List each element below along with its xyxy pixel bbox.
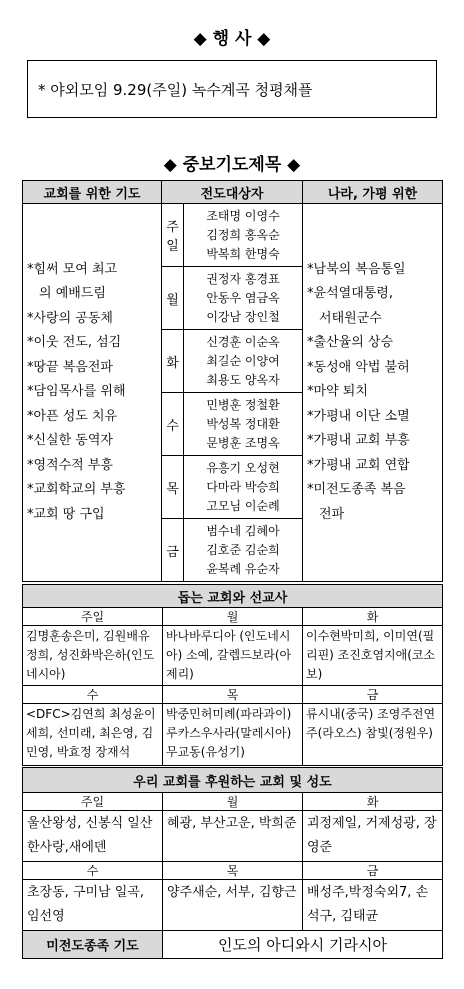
col-header-targets: 전도대상자 bbox=[162, 181, 303, 204]
church-item: *담임목사를 위해 bbox=[27, 384, 126, 400]
day-label: 금 bbox=[303, 862, 443, 880]
day-label: 화 bbox=[303, 608, 443, 626]
target-day: 금 bbox=[162, 519, 184, 582]
target-day: 주일 bbox=[162, 204, 184, 267]
nation-item: *동성애 악법 불허 bbox=[307, 359, 410, 375]
nation-item: *가평내 이단 소멸 bbox=[307, 408, 410, 424]
target-name-line: 김호준 김순희 bbox=[206, 542, 280, 557]
target-name-line: 박성복 정대환 bbox=[206, 416, 280, 431]
target-name-line: 유흥기 오성현 bbox=[206, 460, 280, 475]
missions-table bbox=[22, 584, 443, 766]
target-name-line: 최길순 이양여 bbox=[206, 353, 280, 368]
supporter-cell: 배성주,박정숙외7, 손석구, 김태균 bbox=[303, 880, 443, 931]
target-name-line: 범수네 김혜아 bbox=[206, 523, 280, 538]
target-day: 목 bbox=[162, 456, 184, 519]
target-names bbox=[184, 330, 303, 393]
nation-item: *윤석열대통령, bbox=[307, 286, 393, 302]
church-item: *힘써 모여 최고 bbox=[27, 261, 118, 277]
supporters-title: 우리 교회를 후원하는 교회 및 성도 bbox=[23, 768, 443, 793]
day-label: 목 bbox=[163, 862, 303, 880]
target-name-line: 안동우 염금옥 bbox=[206, 290, 280, 305]
nation-item: *가평내 교회 부흥 bbox=[307, 433, 410, 449]
unreached-value: 인도의 아디와시 기라시아 bbox=[163, 931, 443, 959]
target-name-line: 박복희 한명숙 bbox=[206, 246, 280, 261]
church-item: 의 예배드림 bbox=[39, 286, 106, 302]
nation-item: *미전도종족 복음 bbox=[307, 482, 406, 498]
church-item: *영적수적 부흥 bbox=[27, 457, 113, 473]
day-label: 주일 bbox=[23, 608, 163, 626]
day-label: 수 bbox=[23, 686, 163, 704]
target-name-line: 다마라 박승희 bbox=[206, 479, 280, 494]
event-item: * 야외모임 9.29(주일) 녹수계곡 청평채플 bbox=[38, 80, 313, 99]
target-name-line: 이강남 장인철 bbox=[206, 309, 280, 324]
supporter-cell: 양주새순, 서부, 김향근 bbox=[163, 880, 303, 931]
day-label: 수 bbox=[23, 862, 163, 880]
events-title: ◆ 행 사 ◆ bbox=[193, 29, 271, 49]
unreached-label: 미전도종족 기도 bbox=[23, 931, 163, 959]
day-label: 월 bbox=[163, 793, 303, 811]
target-name-line: 조태명 이영수 bbox=[206, 208, 280, 223]
target-name-line: 김정희 홍옥순 bbox=[206, 227, 280, 242]
target-name-line: 권정자 홍경표 bbox=[206, 271, 280, 286]
missions-title: 돕는 교회와 선교사 bbox=[23, 585, 443, 608]
target-name-line: 신경훈 이순옥 bbox=[206, 334, 280, 349]
prayer-table bbox=[22, 180, 443, 582]
target-day: 월 bbox=[162, 267, 184, 330]
nation-prayer-list bbox=[303, 204, 443, 582]
target-day: 수 bbox=[162, 393, 184, 456]
target-names bbox=[184, 393, 303, 456]
target-names bbox=[184, 519, 303, 582]
target-name-line: 민병훈 정철환 bbox=[206, 397, 280, 412]
mission-cell: 박중민허미례(파라과이) 루카스우사라(말레시아) 무교동(유성기) bbox=[163, 704, 303, 766]
church-item: *교회 땅 구입 bbox=[27, 506, 105, 522]
church-item: *신실한 동역자 bbox=[27, 433, 113, 449]
target-names bbox=[184, 456, 303, 519]
supporter-cell: 울산왕성, 신봉식 일산한사랑,새에덴 bbox=[23, 811, 163, 862]
target-name-line: 최용도 양옥자 bbox=[206, 372, 280, 387]
day-label: 금 bbox=[303, 686, 443, 704]
mission-cell: 김명훈송은미, 김원배유정희, 성진화박은하(인도네시아) bbox=[23, 626, 163, 686]
supporter-cell: 초장동, 구미남 일곡, 임선영 bbox=[23, 880, 163, 931]
supporter-cell: 혜광, 부산고운, 박희준 bbox=[163, 811, 303, 862]
church-item: *땅끝 복음전파 bbox=[27, 359, 113, 375]
col-header-church: 교회를 위한 기도 bbox=[23, 181, 162, 204]
church-item: *교회학교의 부흥 bbox=[27, 482, 126, 498]
prayer-title: ◆ 중보기도제목 ◆ bbox=[163, 155, 301, 175]
supporters-table bbox=[22, 767, 443, 959]
target-day: 화 bbox=[162, 330, 184, 393]
nation-item: *출산율의 상승 bbox=[307, 335, 393, 351]
nation-item: *남북의 복음통일 bbox=[307, 261, 406, 277]
target-name-line: 문병훈 조명옥 bbox=[206, 435, 280, 450]
mission-cell: 류시내(중국) 조영주전연주(라오스) 참빛(정원우) bbox=[303, 704, 443, 766]
target-names bbox=[184, 204, 303, 267]
church-item: *사랑의 공동체 bbox=[27, 310, 113, 326]
church-prayer-list bbox=[23, 204, 162, 582]
target-name-line: 윤복례 유순자 bbox=[206, 561, 280, 576]
target-names bbox=[184, 267, 303, 330]
day-label: 월 bbox=[163, 608, 303, 626]
day-label: 화 bbox=[303, 793, 443, 811]
events-box bbox=[27, 60, 437, 118]
day-label: 주일 bbox=[23, 793, 163, 811]
target-name-line: 고모님 이순례 bbox=[206, 498, 280, 513]
mission-cell: <DFC>김연희 최성윤이세희, 선미래, 최은영, 김민영, 박효정 장재석 bbox=[23, 704, 163, 766]
nation-item: *마약 퇴치 bbox=[307, 384, 368, 400]
mission-cell: 바나바루디아 (인도네시아) 소예, 갈렙드보라(아제리) bbox=[163, 626, 303, 686]
supporter-cell: 괴정제일, 거제성광, 장영준 bbox=[303, 811, 443, 862]
mission-cell: 이수현박미희, 이미연(필리핀) 조진호염지애(코소보) bbox=[303, 626, 443, 686]
nation-item: *가평내 교회 연합 bbox=[307, 457, 410, 473]
church-item: *이웃 전도, 섬김 bbox=[27, 335, 122, 351]
church-item: *아픈 성도 치유 bbox=[27, 408, 118, 424]
day-label: 목 bbox=[163, 686, 303, 704]
nation-item: 서태원군수 bbox=[319, 310, 382, 326]
nation-item: 전파 bbox=[319, 506, 345, 522]
col-header-nation: 나라, 가평 위한 bbox=[303, 181, 443, 204]
